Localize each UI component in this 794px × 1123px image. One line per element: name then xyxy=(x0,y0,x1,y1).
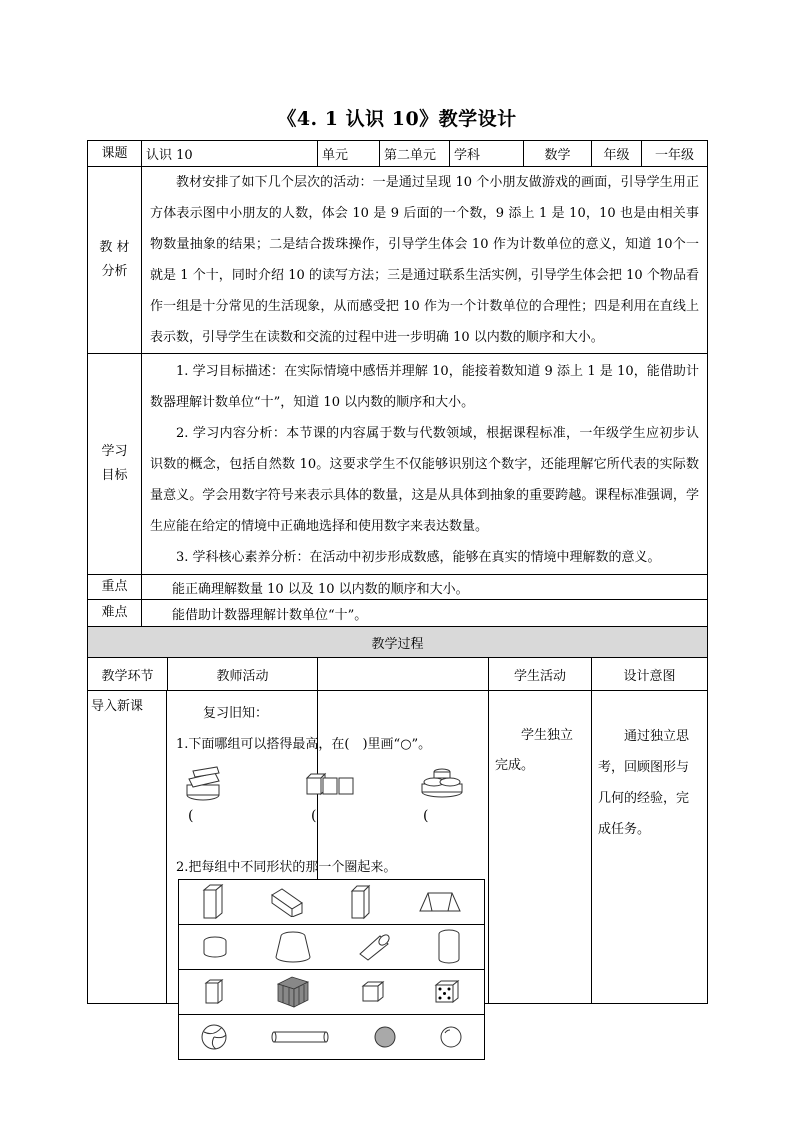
stage-label: 导入新课 xyxy=(88,691,167,1003)
col-student: 学生活动 xyxy=(513,668,566,684)
glass-ball-icon[interactable] xyxy=(439,1025,463,1049)
col-stage: 教学环节 xyxy=(88,658,168,690)
process-columns-row xyxy=(88,658,708,691)
question-1: 1.下面哪组可以搭得最高，在( )里画“○”。 xyxy=(176,737,432,752)
shape-row-3 xyxy=(179,970,484,1015)
book-cuboid-icon[interactable] xyxy=(203,978,225,1006)
volleyball-icon[interactable] xyxy=(200,1023,228,1051)
pipe-cylinder-icon[interactable] xyxy=(270,1029,330,1045)
goal-paragraph-1: 1. 学习目标描述：在实际情境中感悟并理解 10，能接着数知道 9 添上 1 是 10，能借助计数器理解计数单位“十”，知道 10 以内数的顺序和大小。 xyxy=(150,363,699,410)
rubiks-cube-icon[interactable] xyxy=(274,974,312,1010)
answer-paren-1[interactable]: ( xyxy=(188,808,194,824)
textbook-label: 教 材 分析 xyxy=(88,167,142,354)
prism-icon[interactable] xyxy=(418,889,462,915)
subject-value: 数学 xyxy=(524,141,592,167)
cylinder-tilted-icon[interactable] xyxy=(356,932,392,962)
col-teacher: 教师活动 xyxy=(216,668,269,684)
gray-ball-icon[interactable] xyxy=(373,1025,397,1049)
answer-paren-3[interactable]: ( xyxy=(423,808,429,824)
process-heading-row xyxy=(88,627,708,658)
page-title: 《4. 1 认识 10》教学设计 xyxy=(277,108,517,130)
stack-group-a-icon xyxy=(185,765,235,803)
col-intent: 设计意图 xyxy=(592,658,708,691)
cylinder-short-icon[interactable] xyxy=(201,935,229,959)
subject-label: 学科 xyxy=(450,141,524,167)
cuboid-upright-icon[interactable] xyxy=(349,884,373,920)
goals-label: 学习 目标 xyxy=(88,354,142,575)
textbook-row xyxy=(88,167,708,354)
topic-value: 认识 10 xyxy=(142,141,318,167)
key-label: 重点 xyxy=(88,575,142,600)
student-activity: 学生独立完成。 xyxy=(495,728,574,773)
shapes-grid xyxy=(178,879,485,1060)
grade-label: 年级 xyxy=(592,141,642,167)
stack-group-b-icon xyxy=(305,770,357,798)
grade-value: 一年级 xyxy=(642,141,708,167)
goal-paragraph-3: 3. 学科核心素养分析：在活动中初步形成数感，能够在真实的情境中理解数的意义。 xyxy=(176,549,661,565)
cube-icon[interactable] xyxy=(361,980,385,1004)
frustum-icon[interactable] xyxy=(273,930,313,964)
goals-row xyxy=(88,354,708,575)
textbook-text: 教材安排了如下几个层次的活动：一是通过呈现 10 个小朋友做游戏的画面，引导学生用正方体表示图中小朋友的人数，体会 10 是 9 后面的一个数，9 添上 1 是 10，10 也是由相关事物数量抽象的结果；二是结合拨珠操作，引导学生体会 10 作为计数单位的意义，知道 10个一就是 1 个十，同时介绍 10 的读写方法；三是通过联系生活实例，引导学生体会把 10 个物品看作一组是十分常见的生活现象，从而感受把 10 作为一个计数单位的合理性；四是利用在直线上表示数，引导学生在读数和交流的过程中进一步明确 10 以内数的顺序和大小。 xyxy=(150,175,699,345)
difficult-row xyxy=(88,600,708,627)
answer-paren-2[interactable]: ( xyxy=(311,808,317,824)
review-heading: 复习旧知： xyxy=(203,706,269,721)
process-heading: 教学过程 xyxy=(88,627,708,658)
question-2: 2.把每组中不同形状的那一个圈起来。 xyxy=(176,860,397,875)
dice-icon[interactable] xyxy=(434,979,460,1005)
goal-paragraph-2: 2. 学习内容分析：本节课的内容属于数与代数领域，根据课程标准，一年级学生应初步认识数的概念，包括自然数 10。这要求学生不仅能够识别这个数字，还能理解它所代表的实际数量意义。学会用数字符号来表示具体的数量，这是从具体到抽象的重要跨越。课程标准强调，学生应能在给定的情境中正确地选择和使用数字来表达数量。 xyxy=(150,425,699,534)
cuboid-tall-icon[interactable] xyxy=(201,884,225,920)
stack-group-c-icon xyxy=(420,766,464,802)
shape-row-1 xyxy=(179,880,484,925)
unit-value: 第二单元 xyxy=(380,141,450,167)
key-text: 能正确理解数量 10 以及 10 以内数的顺序和大小。 xyxy=(142,575,708,600)
key-row xyxy=(88,575,708,600)
header-row xyxy=(88,141,708,167)
shape-row-2 xyxy=(179,925,484,970)
topic-label: 课题 xyxy=(88,141,142,167)
difficult-text: 能借助计数器理解计数单位“十”。 xyxy=(142,600,708,627)
difficult-label: 难点 xyxy=(88,600,142,627)
cuboid-tilted-icon[interactable] xyxy=(270,887,304,917)
design-intent: 通过独立思考，回顾图形与几何的经验，完成任务。 xyxy=(592,691,708,1004)
cylinder-tall-icon[interactable] xyxy=(436,929,462,965)
shape-row-4 xyxy=(179,1015,484,1059)
unit-label: 单元 xyxy=(318,141,380,167)
